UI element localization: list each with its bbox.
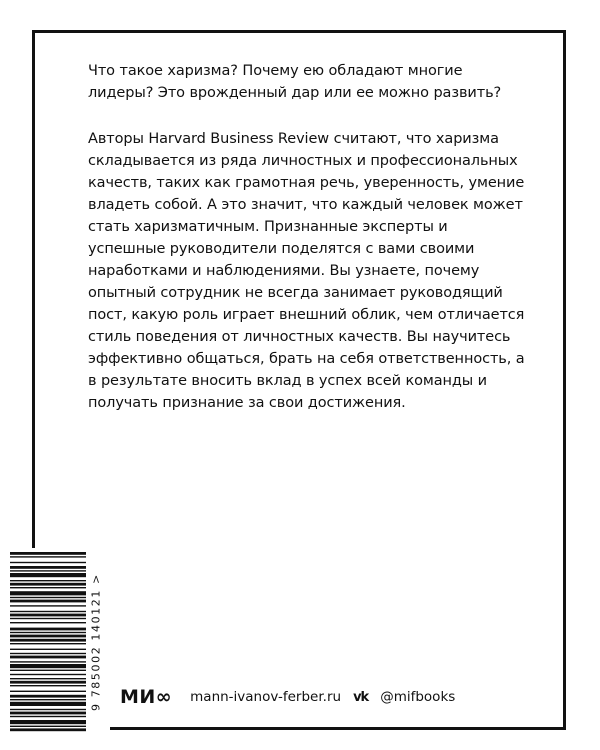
barcode-bar — [10, 632, 86, 633]
barcode-bar — [10, 661, 86, 662]
barcode-bar — [10, 552, 86, 555]
barcode-bar — [10, 649, 86, 650]
cover-text — [88, 60, 528, 414]
barcode-bar — [10, 618, 86, 619]
barcode-bar — [10, 664, 86, 668]
isbn-number: 9 785002 140121 > — [89, 573, 103, 711]
barcode-bar — [10, 583, 86, 586]
barcode-bar — [10, 670, 86, 671]
body-paragraph: Авторы Harvard Business Review считают, что харизма складывается из ряда личностных и профессиональных качеств, таких как грамотная речь, уверенность, умение владеть собой. А это значит, что каждый человек может стать харизматичным. Признанные эксперты и успешные руководители поделятся с вами своими наработками и наблюдениями. Вы узнаете, почему опытный сотрудник не всегда занимает руководящий пост, какую роль играет внешний облик, чем отличается стиль поведения от личностных качеств. Вы научитесь эффективно общаться, брать на себя ответственность, а в результате вносить вклад в успех всей команды и получать признание за свои достижения. — [88, 131, 525, 411]
barcode-bar — [10, 691, 86, 692]
barcode-bar — [10, 695, 86, 698]
barcode-bar — [10, 605, 86, 606]
barcode-bar — [10, 678, 86, 679]
barcode-bar — [10, 685, 86, 686]
publisher-footer — [120, 682, 540, 712]
barcode-graphic — [10, 548, 88, 736]
barcode-bar — [10, 573, 86, 577]
barcode-bar — [10, 566, 86, 569]
intro-paragraph: Что такое харизма? Почему ею обладают многие лидеры? Это врожденный дар или ее можно развить? — [88, 63, 502, 101]
social-handle[interactable]: @mifbooks — [380, 689, 456, 705]
barcode-bar — [10, 709, 86, 710]
barcode-bar — [10, 628, 86, 631]
barcode-bar — [10, 702, 86, 706]
barcode-bar — [10, 622, 86, 623]
barcode-bar — [10, 720, 86, 724]
barcode-bar — [10, 699, 86, 700]
barcode-bar — [10, 726, 86, 727]
barcode-bar — [10, 562, 86, 563]
barcode-bar — [10, 639, 86, 642]
barcode-bar — [10, 728, 86, 731]
barcode-bar — [10, 643, 86, 644]
barcode-bar — [10, 712, 86, 715]
barcode-bar — [10, 635, 86, 638]
barcode-bar — [10, 614, 86, 617]
barcode-bar — [10, 653, 86, 654]
barcode-bar — [10, 611, 86, 612]
barcode-bar — [10, 597, 86, 598]
barcode-bar — [10, 591, 86, 595]
barcode-bar — [10, 681, 86, 684]
vk-icon[interactable]: vk — [353, 689, 369, 705]
barcode-bar — [10, 587, 86, 588]
publisher-logo: МИ∞ — [120, 686, 173, 708]
barcode-bar — [10, 556, 86, 557]
barcode-bar — [10, 656, 86, 659]
barcode-bar — [10, 716, 86, 717]
barcode-bar — [10, 600, 86, 603]
website-link[interactable]: mann-ivanov-ferber.ru — [190, 689, 342, 705]
barcode-bar — [10, 570, 86, 571]
barcode-bar — [10, 674, 86, 675]
barcode-bar — [10, 580, 86, 581]
